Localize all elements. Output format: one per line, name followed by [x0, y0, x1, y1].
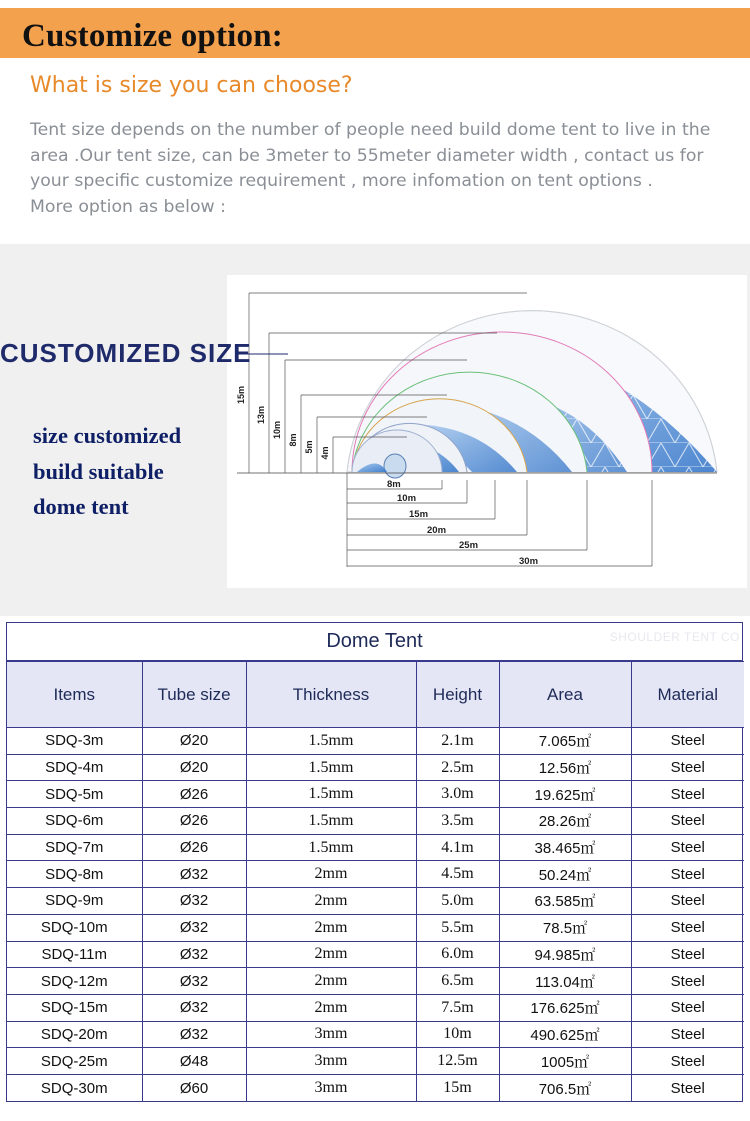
cell-height: 15m	[416, 1074, 499, 1101]
cell-height: 4.5m	[416, 861, 499, 888]
width-label: 15m	[409, 509, 429, 520]
cell-area: 94.985㎡	[499, 941, 631, 968]
dome-tent-table	[6, 622, 743, 1102]
height-label: 15m	[236, 385, 246, 405]
title-underline	[238, 352, 288, 356]
height-label: 4m	[320, 446, 330, 460]
cell-material: Steel	[631, 1074, 744, 1101]
table-row	[7, 861, 744, 888]
height-label: 13m	[256, 405, 266, 425]
height-label: 8m	[288, 433, 298, 447]
table-caption	[7, 623, 742, 661]
table-body	[7, 728, 744, 1102]
cell-material: Steel	[631, 861, 744, 888]
intro-body: Tent size depends on the number of people need build dome tent to live in the area .Our tent size, can be 3meter to 55meter diameter width , contact us for your specific customize requirement , more infomation on tent options .	[30, 120, 711, 191]
cell-tube-size: Ø48	[142, 1048, 246, 1075]
cell-tube-size: Ø32	[142, 861, 246, 888]
cell-thickness: 3mm	[246, 1048, 416, 1075]
cell-height: 5.5m	[416, 914, 499, 941]
customized-size-title-right: ZE	[216, 338, 252, 368]
cell-items: SDQ-3m	[7, 728, 142, 755]
cell-tube-size: Ø26	[142, 808, 246, 835]
cell-thickness: 2mm	[246, 968, 416, 995]
cell-material: Steel	[631, 994, 744, 1021]
cell-thickness: 2mm	[246, 941, 416, 968]
cell-material: Steel	[631, 834, 744, 861]
table-row	[7, 834, 744, 861]
table-row	[7, 994, 744, 1021]
cell-area: 50.24㎡	[499, 861, 631, 888]
cell-tube-size: Ø60	[142, 1074, 246, 1101]
cell-area: 113.04㎡	[499, 968, 631, 995]
cell-items: SDQ-12m	[7, 968, 142, 995]
cell-area: 706.5㎡	[499, 1074, 631, 1101]
cell-height: 3.5m	[416, 808, 499, 835]
cell-tube-size: Ø20	[142, 754, 246, 781]
watermark-text: SHOULDER TENT CO	[609, 630, 740, 644]
table-row	[7, 1074, 744, 1101]
width-label: 20m	[427, 525, 447, 536]
cell-material: Steel	[631, 728, 744, 755]
column-header-area: Area	[499, 662, 631, 728]
cell-thickness: 1.5mm	[246, 781, 416, 808]
width-label: 10m	[397, 493, 417, 504]
size-customized-text	[33, 418, 233, 525]
cell-material: Steel	[631, 1021, 744, 1048]
dome-size-diagram	[227, 275, 747, 588]
cell-area: 38.465㎡	[499, 834, 631, 861]
dome-door	[384, 454, 406, 478]
table-title: Dome Tent	[326, 630, 423, 652]
cell-material: Steel	[631, 808, 744, 835]
customized-size-title-left: CUSTOMIZED SI	[0, 338, 217, 368]
cell-material: Steel	[631, 1048, 744, 1075]
intro-more: More option as below :	[30, 196, 226, 217]
cell-items: SDQ-20m	[7, 1021, 142, 1048]
cell-thickness: 1.5mm	[246, 754, 416, 781]
width-label: 30m	[519, 556, 539, 567]
table-row	[7, 968, 744, 995]
table-row	[7, 728, 744, 755]
cell-thickness: 3mm	[246, 1021, 416, 1048]
cell-area: 63.585㎡	[499, 888, 631, 915]
table-header-row	[7, 662, 744, 728]
subtitle-line: build suitable	[33, 458, 164, 484]
cell-thickness: 1.5mm	[246, 834, 416, 861]
cell-material: Steel	[631, 888, 744, 915]
cell-area: 28.26㎡	[499, 808, 631, 835]
cell-thickness: 2mm	[246, 914, 416, 941]
cell-material: Steel	[631, 754, 744, 781]
section-question: What is size you can choose?	[30, 73, 353, 98]
cell-area: 7.065㎡	[499, 728, 631, 755]
cell-tube-size: Ø32	[142, 968, 246, 995]
cell-area: 12.56㎡	[499, 754, 631, 781]
cell-height: 2.1m	[416, 728, 499, 755]
table-row	[7, 888, 744, 915]
cell-items: SDQ-8m	[7, 861, 142, 888]
cell-items: SDQ-25m	[7, 1048, 142, 1075]
cell-items: SDQ-11m	[7, 941, 142, 968]
cell-area: 1005㎡	[499, 1048, 631, 1075]
cell-thickness: 3mm	[246, 1074, 416, 1101]
cell-items: SDQ-5m	[7, 781, 142, 808]
column-header-thickness: Thickness	[246, 662, 416, 728]
cell-height: 10m	[416, 1021, 499, 1048]
cell-thickness: 1.5mm	[246, 808, 416, 835]
cell-items: SDQ-30m	[7, 1074, 142, 1101]
cell-height: 2.5m	[416, 754, 499, 781]
cell-tube-size: Ø32	[142, 1021, 246, 1048]
spec-table	[7, 661, 744, 1101]
cell-items: SDQ-15m	[7, 994, 142, 1021]
cell-area: 78.5㎡	[499, 914, 631, 941]
cell-area: 490.625㎡	[499, 1021, 631, 1048]
cell-height: 6.5m	[416, 968, 499, 995]
cell-tube-size: Ø26	[142, 834, 246, 861]
header-bar	[0, 8, 750, 58]
cell-area: 176.625㎡	[499, 994, 631, 1021]
cell-items: SDQ-7m	[7, 834, 142, 861]
cell-tube-size: Ø20	[142, 728, 246, 755]
cell-height: 6.0m	[416, 941, 499, 968]
customized-size-title	[0, 338, 251, 369]
cell-material: Steel	[631, 781, 744, 808]
height-label: 10m	[272, 420, 282, 440]
table-row	[7, 941, 744, 968]
page-title: Customize option:	[22, 18, 283, 54]
cell-items: SDQ-9m	[7, 888, 142, 915]
column-header-material: Material	[631, 662, 744, 728]
cell-tube-size: Ø32	[142, 914, 246, 941]
cell-height: 5.0m	[416, 888, 499, 915]
cell-tube-size: Ø32	[142, 888, 246, 915]
cell-height: 4.1m	[416, 834, 499, 861]
cell-tube-size: Ø32	[142, 941, 246, 968]
table-row	[7, 1021, 744, 1048]
cell-thickness: 2mm	[246, 994, 416, 1021]
table-row	[7, 914, 744, 941]
intro-text	[30, 118, 720, 220]
cell-area: 19.625㎡	[499, 781, 631, 808]
column-header-height: Height	[416, 662, 499, 728]
cell-tube-size: Ø32	[142, 994, 246, 1021]
cell-items: SDQ-10m	[7, 914, 142, 941]
cell-material: Steel	[631, 914, 744, 941]
width-label: 8m	[387, 479, 401, 490]
table-row	[7, 781, 744, 808]
cell-height: 7.5m	[416, 994, 499, 1021]
cell-thickness: 1.5mm	[246, 728, 416, 755]
cell-height: 12.5m	[416, 1048, 499, 1075]
subtitle-line: size customized	[33, 423, 182, 448]
cell-items: SDQ-4m	[7, 754, 142, 781]
table-row	[7, 754, 744, 781]
column-header-tube-size: Tube size	[142, 662, 246, 728]
cell-thickness: 2mm	[246, 861, 416, 888]
cell-thickness: 2mm	[246, 888, 416, 915]
cell-material: Steel	[631, 968, 744, 995]
width-label: 25m	[459, 540, 479, 551]
table-row	[7, 1048, 744, 1075]
subtitle-line: dome tent	[33, 494, 129, 519]
cell-items: SDQ-6m	[7, 808, 142, 835]
height-label: 5m	[304, 440, 314, 454]
cell-tube-size: Ø26	[142, 781, 246, 808]
cell-height: 3.0m	[416, 781, 499, 808]
column-header-items: Items	[7, 662, 142, 728]
cell-material: Steel	[631, 941, 744, 968]
table-row	[7, 808, 744, 835]
